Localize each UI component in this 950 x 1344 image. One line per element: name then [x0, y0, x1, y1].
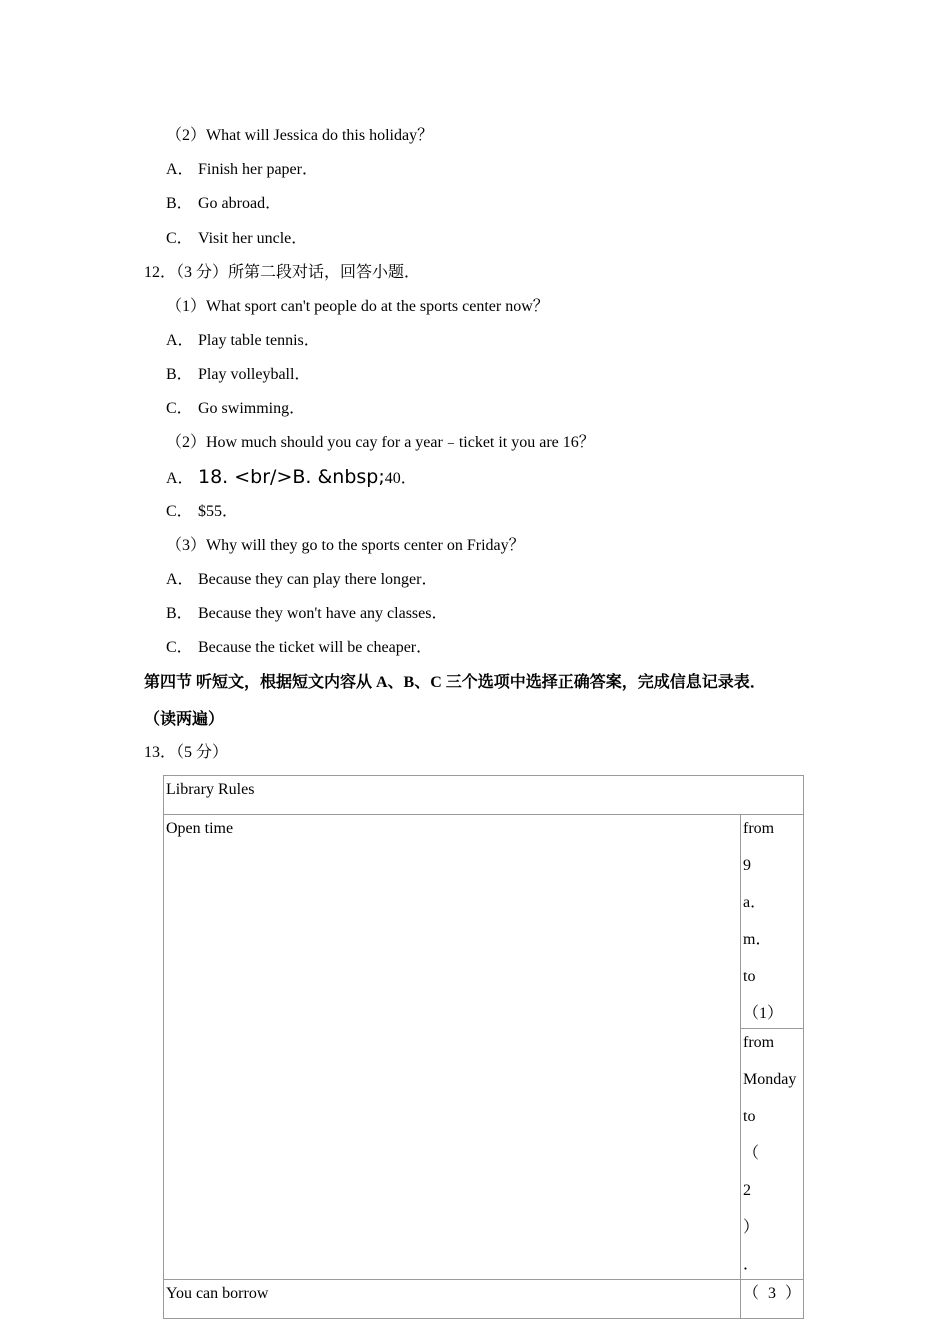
- table-value-cell: [741, 815, 804, 1029]
- cell-line: from: [743, 1034, 775, 1051]
- table-row: [164, 776, 804, 815]
- option-b: [166, 194, 281, 214]
- option-text: Because the ticket will be cheaper．: [198, 639, 433, 656]
- cell-line: ．: [743, 1256, 760, 1273]
- question-stem: （1）What sport can't people do at the sports center now？: [166, 298, 549, 315]
- option-text: $55．: [198, 503, 239, 520]
- question-stem: （2）How much should you cay for a year﹣ticket it you are 16？: [166, 434, 595, 451]
- option-a: [166, 570, 437, 590]
- option-a: [166, 467, 417, 489]
- option-letter: C．: [166, 639, 193, 656]
- section-heading: 第四节 听短文，根据短文内容从 A、B、C 三个选项中选择正确答案，完成信息记录表．: [144, 674, 766, 691]
- answer-blank: （ 3 ）: [743, 1285, 801, 1302]
- option-letter: B．: [166, 605, 193, 622]
- option-text: Because they can play there longer．: [198, 571, 438, 588]
- option-b: [166, 604, 447, 624]
- library-rules-table: [163, 775, 804, 1319]
- table-label-cell: You can borrow: [164, 1280, 741, 1319]
- option-letter: B．: [166, 366, 193, 383]
- option-text: 40．: [384, 470, 417, 487]
- option-letter: C．: [166, 230, 193, 247]
- option-text: Because they won't have any classes．: [198, 605, 448, 622]
- cell-line: Monday: [743, 1071, 797, 1088]
- cell-line: to: [743, 1108, 756, 1125]
- option-letter: A．: [166, 571, 194, 588]
- table-row: [164, 815, 804, 1029]
- option-letter: C．: [166, 503, 193, 520]
- table-label-cell: Open time: [164, 815, 741, 1280]
- option-c: [166, 229, 307, 249]
- option-letter: A．: [166, 470, 194, 487]
- question-stem: （3）Why will they go to the sports center on Friday？: [166, 537, 525, 554]
- option-letter: B．: [166, 195, 193, 212]
- option-b: [166, 365, 310, 385]
- table-title-cell: Library Rules: [164, 776, 804, 815]
- cell-line: a． m．: [743, 894, 772, 948]
- question-header: 13．（5 分）: [144, 744, 229, 761]
- option-letter: C．: [166, 400, 193, 417]
- section-note: （读两遍）: [144, 711, 225, 728]
- option-a: [166, 160, 318, 180]
- garbled-markup-text: 18. <br/>B. &nbsp;: [198, 466, 385, 488]
- option-text: Go swimming．: [198, 400, 306, 417]
- table-value-cell: [741, 1029, 804, 1280]
- option-text: Visit her uncle．: [198, 230, 308, 247]
- answer-blank: （1）: [743, 1005, 784, 1022]
- option-letter: A．: [166, 161, 194, 178]
- option-c: [166, 399, 305, 419]
- option-text: Play table tennis．: [198, 332, 320, 349]
- option-text: Play volleyball．: [198, 366, 311, 383]
- table-row: [164, 1280, 804, 1319]
- option-a: [166, 331, 320, 351]
- answer-blank: （ 2 ）: [743, 1145, 760, 1236]
- question-stem: （2）What will Jessica do this holiday？: [166, 127, 434, 144]
- cell-line: to: [743, 968, 756, 985]
- option-c: [166, 638, 432, 658]
- option-text: Finish her paper．: [198, 161, 318, 178]
- option-letter: A．: [166, 332, 194, 349]
- table-value-cell: [741, 1280, 804, 1319]
- cell-line: from 9: [743, 820, 775, 874]
- option-text: Go abroad．: [198, 195, 282, 212]
- option-c: [166, 502, 238, 522]
- question-header: 12．（3 分）所第二段对话，回答小题．: [144, 264, 421, 281]
